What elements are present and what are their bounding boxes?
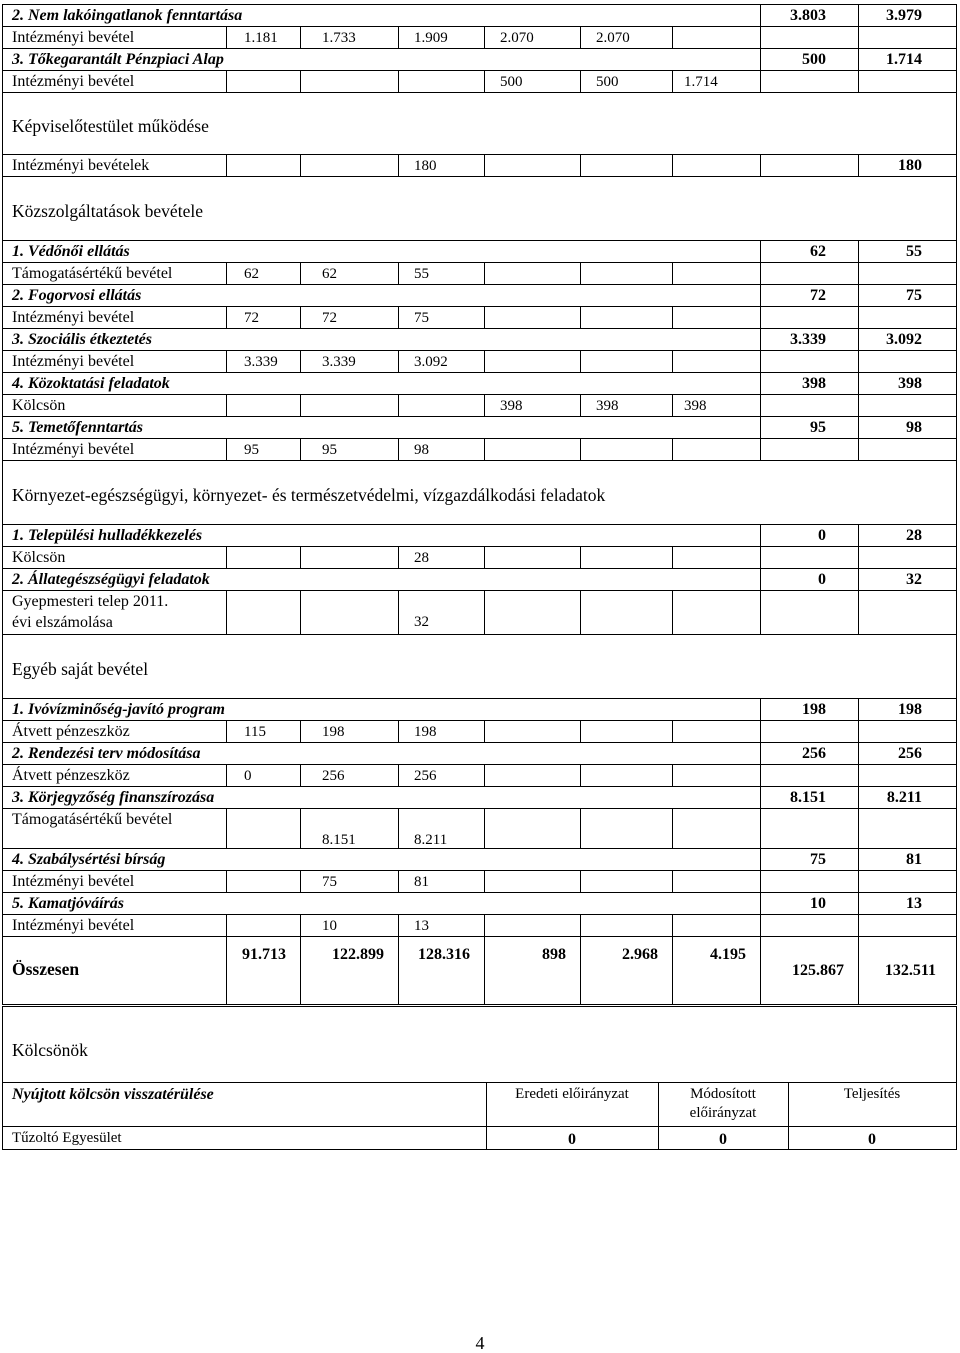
cell-divider [858,70,859,92]
total-value: 128.316 [418,946,470,963]
cell-divider [226,870,227,892]
cell-divider [300,394,301,416]
item-value-original: 95 [810,419,826,436]
item-value-modified: 81 [906,851,922,868]
loans-section-title: Kölcsönök [12,1040,88,1060]
cell-divider [858,546,859,568]
loans-row-modified: 0 [719,1131,727,1148]
item-label: Intézményi bevétel [12,873,135,890]
section-heading: Egyéb saját bevétel [12,659,149,679]
cell-divider [300,590,301,634]
row-bottom-border [2,306,957,307]
cell-value: 256 [414,768,437,784]
row-bottom-border [2,284,957,285]
cell-divider [580,720,581,742]
row-bottom-border [2,698,957,699]
cell-divider [398,350,399,372]
cell-value: 98 [414,442,429,458]
cell-value: 500 [500,74,523,90]
row-bottom-border [2,914,957,915]
loans-row-label: Tűzoltó Egyesület [12,1130,122,1146]
cell-divider [484,26,485,48]
cell-divider [398,764,399,786]
cell-value: 72 [244,310,259,326]
cell-divider [226,350,227,372]
cell-divider [760,306,761,328]
cell-divider [858,26,859,48]
cell-value: 398 [596,398,619,414]
loans-header-modified-1: Módosított [690,1086,756,1102]
cell-divider [760,350,761,372]
item-value-original: 8.151 [790,789,826,806]
loans-row-completion: 0 [868,1131,876,1148]
cell-value: 55 [414,266,429,282]
cell-divider [858,590,859,634]
cell-divider [858,808,859,848]
row-bottom-border [2,848,957,849]
item-label: Intézményi bevétel [12,917,135,934]
section-heading: Környezet-egészségügyi, környezet- és természetvédelmi, vízgazdálkodási feladatok [12,485,606,505]
cell-divider [300,438,301,460]
item-title: 3. Körjegyzőség finanszírozása [12,789,215,806]
cell-value: 0 [244,768,252,784]
cell-divider [226,914,227,936]
row-bottom-border [2,350,957,351]
cell-divider [858,914,859,936]
row-bottom-border [2,524,957,525]
row-bottom-border [2,460,957,461]
cell-divider [484,70,485,92]
cell-value: 198 [414,724,437,740]
cell-value: 95 [244,442,259,458]
cell-value: 115 [244,724,266,740]
item-value-original: 75 [810,851,826,868]
cell-divider [672,720,673,742]
item-value-modified: 55 [906,243,922,260]
cell-divider [226,26,227,48]
cell-value: 32 [414,614,429,630]
cell-divider [484,720,485,742]
cell-value: 75 [414,310,429,326]
cell-divider [760,546,761,568]
loans-right-border [956,1006,957,1150]
item-label: Kölcsön [12,549,66,566]
cell-divider [580,262,581,284]
item-title: 2. Rendezési terv módosítása [12,745,201,762]
item-label: Átvett pénzeszköz [12,723,130,740]
cell-divider [580,808,581,848]
cell-divider [398,394,399,416]
cell-divider [226,438,227,460]
cell-divider [672,808,673,848]
total-value: 132.511 [884,962,936,979]
cell-divider [226,306,227,328]
item-label: Támogatásértékű bevétel [12,265,173,282]
item-title: 2. Fogorvosi ellátás [12,287,142,304]
section-heading: Képviselőtestület működése [12,116,209,136]
row-bottom-border [2,416,957,417]
row-bottom-border [2,870,957,871]
cell-divider [760,262,761,284]
cell-divider [398,262,399,284]
row-bottom-border [2,262,957,263]
cell-value: 3.339 [322,354,356,370]
cell-divider [580,26,581,48]
cell-value: 256 [322,768,345,784]
cell-divider [398,870,399,892]
loans-header-bottom [2,1126,957,1127]
cell-divider [226,154,227,176]
cell-divider [398,914,399,936]
loans-header-original: Eredeti előirányzat [515,1086,629,1102]
row-bottom-border [2,1004,957,1005]
item-value-modified: 198 [898,701,922,718]
cell-divider [398,590,399,634]
cell-divider [760,26,761,48]
item-title: 1. Ivóvízminőség-javító program [12,701,225,718]
item-value-original: 3.803 [790,7,826,24]
item-value-original: 256 [802,745,826,762]
cell-value: 13 [414,918,429,934]
item-title: 5. Temetőfenntartás [12,419,143,436]
row-bottom-border [2,764,957,765]
cell-divider [484,306,485,328]
cell-divider [300,350,301,372]
item-label: Intézményi bevételek [12,157,150,174]
cell-divider [226,808,227,848]
item-value-modified: 32 [906,571,922,588]
cell-divider [226,262,227,284]
cell-value: 2.070 [500,30,534,46]
item-value-modified: 98 [906,419,922,436]
cell-divider [672,394,673,416]
cell-value: 198 [322,724,345,740]
item-label: Intézményi bevétel [12,73,135,90]
item-title: 4. Közoktatási feladatok [12,375,170,392]
total-value: 898 [542,946,566,963]
cell-divider [580,438,581,460]
cell-value: 72 [322,310,337,326]
cell-divider [398,306,399,328]
cell-divider [760,590,761,634]
cell-value: 3.092 [414,354,448,370]
cell-divider [672,590,673,634]
item-value-modified: 1.714 [886,51,922,68]
total-value: 125.867 [792,962,844,979]
item-value-original: 500 [802,51,826,68]
cell-divider [760,764,761,786]
cell-divider [300,70,301,92]
cell-divider [300,262,301,284]
item-value-modified: 8.211 [886,789,922,806]
cell-divider [484,764,485,786]
item-title: 1. Védőnői ellátás [12,243,130,260]
item-value-original: 3.339 [790,331,826,348]
row-bottom-border [2,936,957,937]
cell-divider [484,914,485,936]
total-label: Összesen [12,959,80,979]
cell-value: 1.909 [414,30,448,46]
page-number: 4 [475,1333,485,1353]
cell-divider [672,438,673,460]
section-heading: Közszolgáltatások bevétele [12,201,203,221]
item-label: Kölcsön [12,397,66,414]
cell-divider [300,546,301,568]
cell-divider [398,154,399,176]
loans-header-completion: Teljesítés [843,1086,901,1102]
row-bottom-border [2,70,957,71]
cell-divider [858,720,859,742]
cell-divider [580,70,581,92]
cell-value: 398 [684,398,707,414]
total-value: 122.899 [332,946,384,963]
cell-divider [484,870,485,892]
cell-divider [398,720,399,742]
cell-value: 500 [596,74,619,90]
item-label: Intézményi bevétel [12,29,135,46]
item-value-modified: 256 [898,745,922,762]
row-bottom-border [2,48,957,49]
cell-divider [398,438,399,460]
cell-divider [226,546,227,568]
row-bottom-border [2,568,957,569]
item-title: 3. Tőkegarantált Pénzpiaci Alap [12,51,224,68]
cell-divider [300,808,301,848]
row-bottom-border [2,546,957,547]
item-value-modified: 180 [898,157,922,174]
cell-value: 10 [322,918,337,934]
item-label: Intézményi bevétel [12,441,135,458]
cell-divider [672,350,673,372]
cell-divider [484,262,485,284]
item-title: 4. Szabálysértési bírság [12,851,166,868]
item-value-original: 198 [802,701,826,718]
row-bottom-border [2,634,957,635]
cell-divider [580,914,581,936]
item-title: 5. Kamatjóváírás [12,895,125,912]
item-title: 2. Nem lakóingatlanok fenntartása [12,7,243,24]
row-bottom-border [2,240,957,241]
item-label: Átvett pénzeszköz [12,767,130,784]
cell-value: 62 [244,266,259,282]
cell-value: 2.070 [596,30,630,46]
cell-divider [300,914,301,936]
item-value-original: 398 [802,375,826,392]
cell-divider [858,870,859,892]
cell-divider [858,764,859,786]
item-title: 2. Állategészségügyi feladatok [12,571,210,588]
item-value-original: 72 [810,287,826,304]
cell-divider [760,70,761,92]
cell-divider [760,914,761,936]
cell-divider [858,262,859,284]
cell-divider [484,438,485,460]
row-bottom-border [2,372,957,373]
table-top-border [2,4,957,5]
cell-divider [484,394,485,416]
cell-divider [300,764,301,786]
cell-value: 398 [500,398,523,414]
item-value-original: 10 [810,895,826,912]
cell-divider [580,590,581,634]
cell-divider [300,720,301,742]
item-title: 1. Települési hulladékkezelés [12,527,203,544]
cell-divider [760,720,761,742]
row-bottom-border [2,786,957,787]
cell-divider [226,590,227,634]
cell-divider [672,914,673,936]
cell-divider [580,546,581,568]
loans-row-original: 0 [568,1131,576,1148]
cell-divider [484,546,485,568]
row-bottom-border [2,892,957,893]
cell-divider [226,764,227,786]
row-bottom-border [2,154,957,155]
cell-divider [226,70,227,92]
cell-divider [398,808,399,848]
loans-left-border [2,1006,3,1150]
row-bottom-border [2,328,957,329]
cell-value: 8.211 [414,832,448,848]
cell-divider [858,306,859,328]
cell-divider [300,26,301,48]
item-value-modified: 3.979 [886,7,922,24]
cell-value: 62 [322,266,337,282]
cell-divider [672,70,673,92]
cell-divider [580,764,581,786]
cell-divider [580,306,581,328]
total-value: 4.195 [710,946,746,963]
loans-bottom-border [2,1149,957,1150]
cell-divider [398,70,399,92]
cell-divider [580,154,581,176]
cell-divider [580,870,581,892]
cell-divider [760,870,761,892]
row-bottom-border [2,590,957,591]
cell-value: 1.714 [684,74,718,90]
cell-value: 75 [322,874,337,890]
item-value-modified: 75 [906,287,922,304]
cell-value: 81 [414,874,429,890]
row-bottom-border [2,394,957,395]
cell-divider [858,350,859,372]
cell-divider [672,154,673,176]
row-bottom-border [2,92,957,93]
cell-divider [760,438,761,460]
cell-value: 1.733 [322,30,356,46]
cell-divider [672,870,673,892]
cell-divider [484,590,485,634]
item-value-original: 0 [818,571,826,588]
cell-divider [672,306,673,328]
cell-divider [672,26,673,48]
item-label: Intézményi bevétel [12,309,135,326]
cell-divider [760,808,761,848]
row-bottom-border [2,26,957,27]
cell-divider [672,764,673,786]
cell-divider [580,350,581,372]
cell-divider [760,394,761,416]
cell-divider [300,870,301,892]
cell-divider [226,720,227,742]
row-bottom-border [2,176,957,177]
item-value-original: 62 [810,243,826,260]
item-title: 3. Szociális étkeztetés [12,331,152,348]
cell-divider [226,394,227,416]
item-label: Intézményi bevétel [12,353,135,370]
cell-divider [484,808,485,848]
cell-divider [672,546,673,568]
item-label: Gyepmesteri telep 2011. [12,593,169,610]
loans-header-label: Nyújtott kölcsön visszatérülése [12,1086,214,1103]
cell-value: 3.339 [244,354,278,370]
item-value-modified: 398 [898,375,922,392]
cell-value: 1.181 [244,30,278,46]
row-bottom-border [2,742,957,743]
cell-divider [760,154,761,176]
total-value: 91.713 [242,946,286,963]
item-value-original: 0 [818,527,826,544]
loans-top-border [2,1006,957,1007]
cell-divider [672,262,673,284]
item-label: Támogatásértékű bevétel [12,811,173,828]
item-label-cont: évi elszámolása [12,614,113,631]
cell-value: 28 [414,550,429,566]
cell-divider [484,154,485,176]
cell-divider [398,26,399,48]
cell-divider [580,394,581,416]
cell-divider [858,394,859,416]
item-value-modified: 28 [906,527,922,544]
cell-divider [398,546,399,568]
item-value-modified: 13 [906,895,922,912]
row-bottom-border [2,438,957,439]
cell-divider [858,438,859,460]
total-value: 2.968 [622,946,658,963]
cell-value: 95 [322,442,337,458]
row-bottom-border [2,808,957,809]
cell-divider [484,350,485,372]
item-value-modified: 3.092 [886,331,922,348]
cell-divider [300,306,301,328]
loans-header-modified-2: előirányzat [689,1105,757,1121]
cell-value: 180 [414,158,437,174]
cell-value: 8.151 [322,832,356,848]
cell-divider [300,154,301,176]
loans-section-bottom [2,1082,957,1083]
row-bottom-border [2,720,957,721]
